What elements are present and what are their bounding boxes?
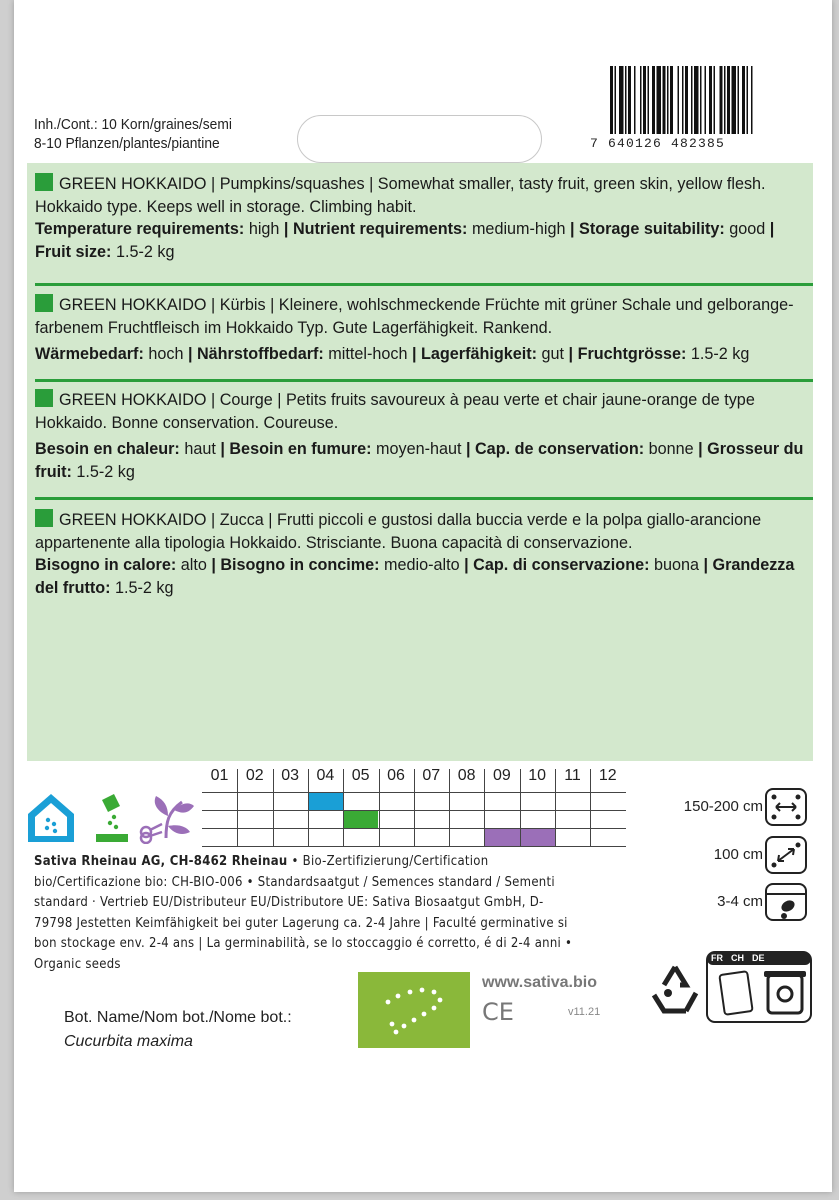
calendar-gridline [555,769,556,846]
company-text: • Bio-Zertifizierung/Certification bio/Certificazione bio: CH-BIO-006 • Standardsaatgut / Semences standard / Sementi standard · Vertrieb EU/Distributeur EU/Distributore UE: Sativa Biosaatgut GmbH, D-79798 Jestetten Keimfähigkeit bei guter Lagerung ca. 2-4 Jahre | Faculté germinative si bon stockage env. 2-4 ans | La germinabilità, se lo stoccaggio é corretto, é di 2-4 anni • Organic seeds [34,854,573,972]
barcode-bar [678,66,680,134]
barcode-bar [694,66,699,134]
calendar-gridline [484,769,485,846]
barcode-bar [742,66,745,134]
barcode-bar [610,66,613,134]
eu-star [438,998,443,1003]
recycle-countries [707,952,815,965]
website: www.sativa.bio [482,974,597,991]
calendar-gridline [308,769,309,846]
barcode-bar [625,66,627,134]
eu-star [394,1030,399,1035]
property-list: Bisogno in calore: alto | Bisogno in concime: medio-alto | Cap. di conservazione: buona | Grandezza del frutto: 1.5-2 kg [35,556,795,597]
hanger-hole [297,115,542,163]
barcode-bar [615,66,617,134]
outdoor-sowing-icon [96,794,128,842]
barcode-bar [667,66,669,134]
barcode-bar [640,66,642,134]
calendar-cell-harvest [520,828,555,846]
activity-icons [26,792,196,844]
calendar-month: 04 [316,767,335,784]
eu-star [432,990,437,995]
row-spacing-value: 150-200 cm [683,798,763,815]
eu-star [422,1012,427,1017]
calendar-cell-harvest [484,828,519,846]
company-info [34,852,574,975]
calendar-month: 09 [492,767,511,784]
barcode-bar [720,66,723,134]
barcode-bar [619,66,624,134]
barcode-bar [705,66,707,134]
eu-star [402,1024,407,1029]
barcode-bar [747,66,749,134]
barcode-bar [709,66,712,134]
eu-star [412,1018,417,1023]
calendar-month: 11 [564,767,581,784]
property-list: Besoin en chaleur: haut | Besoin en fumure: moyen-haut | Cap. de conservation: bonne | Grosseur du fruit: 1.5-2 kg [35,440,804,481]
separator [35,497,813,500]
calendar-month: 02 [245,767,264,784]
calendar-month: 12 [598,767,617,784]
barcode-bar [691,66,693,134]
property-list: Wärmebedarf: hoch | Nährstoffbedarf: mittel-hoch | Lagerfähigkeit: gut | Fruchtgrösse: 1.5-2 kg [35,345,750,363]
barcode-bar [670,66,673,134]
property-list: Temperature requirements: high | Nutrient requirements: medium-high | Storage suitability: good | Fruit size: 1.5-2 kg [35,220,775,261]
row-spacing-icon [764,787,808,827]
barcode-bar [663,66,666,134]
barcode-bar [724,66,726,134]
sowing-depth-icon [764,882,808,922]
description-intro: GREEN HOKKAIDO | Pumpkins/squashes | Somewhat smaller, tasty fruit, green skin, yellow flesh. Hokkaido type. Keeps well in storage. Climbing habit. [35,175,766,216]
description-intro: GREEN HOKKAIDO | Courge | Petits fruits savoureux à peau verte et chair jaune-orange de type Hokkaido. Bonne conservation. Coureuse. [35,391,755,432]
eu-star [408,990,413,995]
calendar-month: 07 [422,767,441,784]
contents-line: Inh./Cont.: 10 Korn/graines/semi [34,116,232,133]
botanical-name: Cucurbita maxima [64,1033,193,1050]
description-de [35,294,805,366]
description-panel [27,163,813,761]
calendar-month: 03 [281,767,299,784]
barcode-bar [634,66,636,134]
description-intro: GREEN HOKKAIDO | Kürbis | Kleinere, wohlschmeckende Früchte mit grüner Schale und gelborange-farbenem Fruchtfleisch im Hokkaido Typ. Gute Lagerfähigkeit. Rankend. [35,296,794,337]
eu-star [420,988,425,993]
recycle-icon [648,963,703,1018]
contents-info [34,115,232,153]
barcode-bar [628,66,631,134]
calendar-cell-outdoor-sowing [343,810,378,828]
ce-mark: CE [482,998,514,1026]
description-intro: GREEN HOKKAIDO | Zucca | Frutti piccoli e gustosi dalla buccia verde e la polpa giallo-arancione appartenente alla tipologia Hokkaido. Strisciante. Buona capacità di conservazione. [35,511,762,552]
calendar-gridline [343,769,344,846]
calendar-gridline [449,769,450,846]
version: v11.21 [568,1006,601,1018]
eu-star [432,1006,437,1011]
barcode-bar [732,66,737,134]
calendar-gridline [590,769,591,846]
eu-star [396,994,401,999]
calendar-cell-indoor-sowing [308,792,343,810]
calendar-month: 06 [387,767,405,784]
country-ch: CH [731,953,744,963]
barcode-bar [682,66,684,134]
plants-line: 8-10 Pflanzen/plantes/piantine [34,135,220,152]
calendar-gridline [273,769,274,846]
barcode-bar [643,66,646,134]
green-square-icon [35,173,53,191]
harvest-icon [141,796,194,843]
calendar-gridline [414,769,415,846]
barcode-bar [738,66,740,134]
separator [35,283,813,286]
description-fr [35,389,805,483]
country-de: DE [752,953,765,963]
barcode-bar [685,66,688,134]
eu-star [386,1000,391,1005]
calendar-month: 01 [210,767,229,784]
calendar-month: 05 [351,767,370,784]
green-square-icon [35,509,53,527]
green-square-icon [35,389,53,407]
description-en [35,173,805,263]
description-it [35,509,805,599]
barcode-bar [714,66,716,134]
calendar-month: 10 [528,767,547,784]
barcode-bar [751,66,753,134]
barcode-bar [657,66,662,134]
plant-spacing-value: 100 cm [713,846,763,863]
botanical-label: Bot. Name/Nom bot./Nome bot.: [64,1009,292,1026]
barcode-bar [700,66,702,134]
calendar-gridline [237,769,238,846]
eu-star [390,1022,395,1027]
botanical-name-block [64,1006,292,1054]
separator [35,379,813,382]
barcode-number: 7 640126 482385 [590,136,726,151]
country-fr: FR [711,953,723,963]
green-square-icon [35,294,53,312]
calendar-gridline [520,769,521,846]
greenhouse-sowing-icon [28,794,74,842]
barcode-bar [652,66,655,134]
barcode-bar [648,66,650,134]
company-name: Sativa Rheinau AG, CH-8462 Rheinau [34,854,288,869]
sowing-depth-value: 3-4 cm [717,893,763,910]
plant-spacing-icon [764,835,808,875]
eu-organic-logo [358,972,470,1048]
calendar-gridline [379,769,380,846]
calendar-gridline [202,846,626,847]
calendar-month: 08 [457,767,476,784]
barcode-bar [727,66,730,134]
